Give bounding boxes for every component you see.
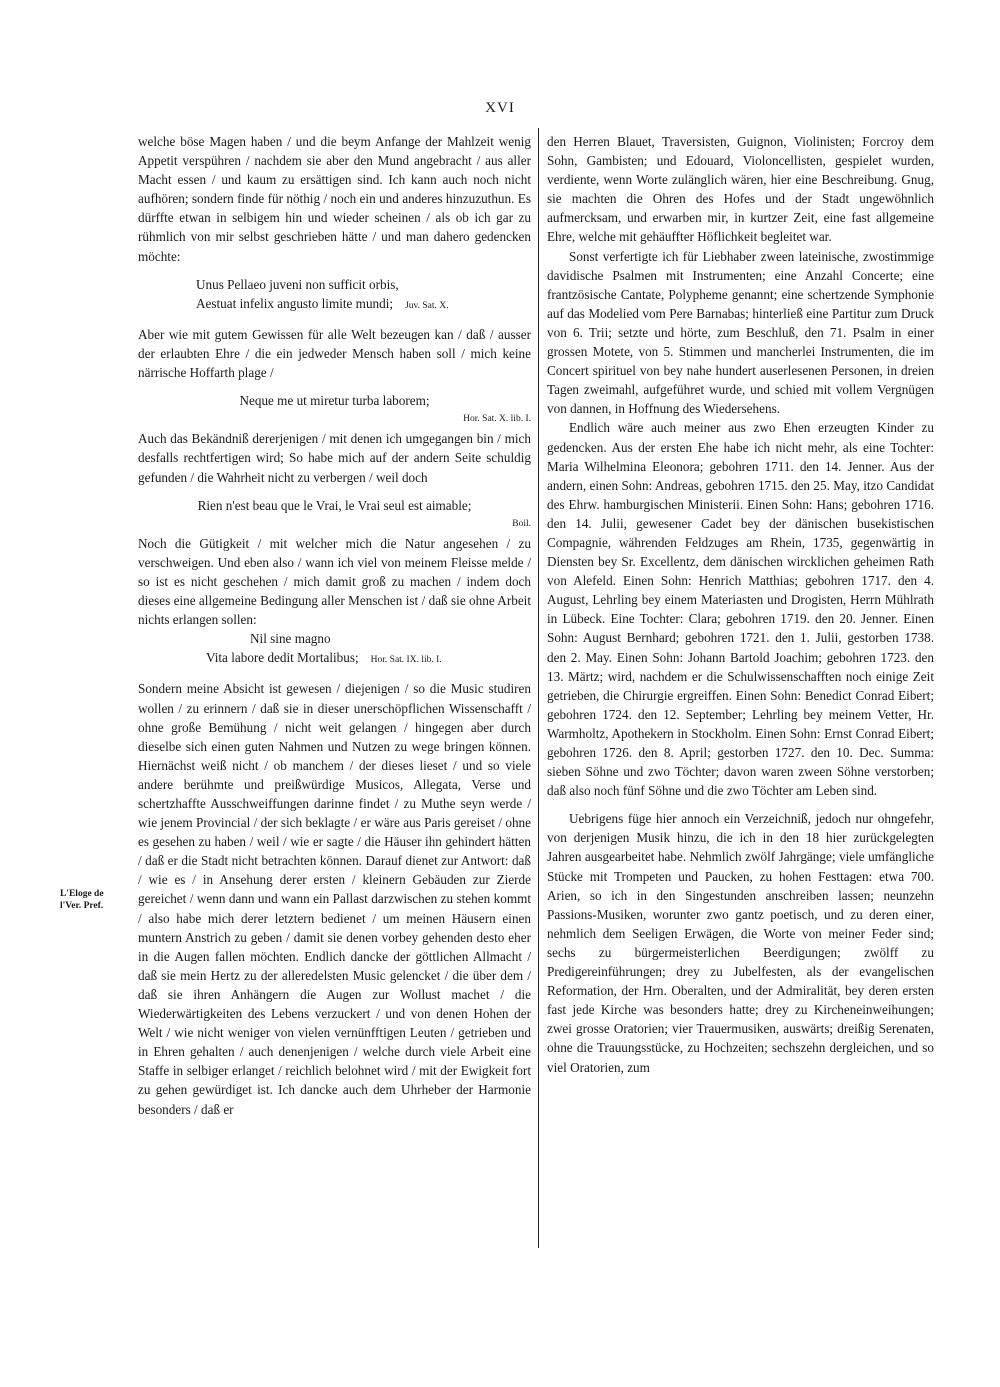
quote-horace-2: [138, 629, 531, 648]
margin-note-line-1: L'Eloge de: [60, 889, 104, 899]
right-paragraph-3: Endlich wäre auch meiner aus zwo Ehen erzeugten Kinder zu gedencken. Aus der ersten Ehe habe ich nicht mehr, als eine Tochter: Maria Wilhelmina Eleonora; gebohren 1711. den 14. Jenner. Aus der andern, einen Sohn: Andreas, gebohren 1715. den 25. May, itzo Candidat des Ehrw. hamburgischen Ministerii. Einen Sohn: Hans; gebohren 1716. den 14. Julii, gewesener Cadet bey der dänischen busekistischen Compagnie, währenden Feldzuges am Rhein, 1735, gegenwärtig in Diensten bey Sr. Excellentz, dem dänischen wircklichen geheimen Rath von Alefeld. Einen Sohn: Henrich Matthias; gebohren 1717. den 4. August, Lehrling bey einem Materiasten und Drogisten, Herrn Mühlrath in Lübeck. Eine Tochter: Clara; gebohren 1719. den 20. Jenner. Einen Sohn: August Bernhard; gebohren 1721. den 1. Julii, gestorben 1738. den 2. May. Einen Sohn: Johann Bartold Joachim; gebohren 1723. den 13. Märtz; wird, nachdem er die Schulwissenschafften noch einige Zeit getrieben, die Chirurgie ergreiffen. Einen Sohn: Benedict Conrad Eibert; gebohren 1724. den 12. September; Lehrling bey meinem Vetter, Hr. Warmholtz, Apothekern in Stockholm. Einen Sohn: Ernst Conrad Eibert; gebohren 1726. den 8. April; gestorben 1727. den 10. Dec. Summa: sieben Söhne und zwo Töchter; davon waren zween Söhne verstorben; daß also noch fünf Söhne und die zwo Töchter am Leben sind.: [547, 420, 934, 799]
right-column: [547, 132, 934, 1077]
left-paragraph-4: Noch die Gütigkeit / mit welcher mich die Natur angesehen / zu verschweigen. Und eben also / wann ich viel von meinem Fleisse melde / so ist es nicht geschehen / mich damit groß zu machen / indem doch dieses eine allgemeine Bedingung aller Menschen ist / daß sie ohne Arbeit nichts erlangen sollen:: [138, 535, 531, 628]
quote-juvenal-line-2: Aestuat infelix angusto limite mundi; Juv. Sat. X.: [196, 295, 449, 311]
left-paragraph-1: welche böse Magen haben / und die beym Anfange der Mahlzeit wenig Appetit verspühren / nachdem sie aber den Mund angebracht / aus aller Macht essen / und kaum zu ersättigen sind. Ich kann auch noch nicht aufhören; sondern finde für nöthig / noch ein und anderes hinzuzuthun. Es dürffte etwan in selbigem hin und wieder scheinen / als ob ich gar zu rühmlich von mir selbst geschrieben hätte / und man dahero gedencken möchte:: [138, 134, 531, 264]
quote-boileau-source: Boil.: [512, 518, 531, 529]
quote-horace-1-source: Hor. Sat. X. lib. I.: [463, 414, 531, 425]
quote-boileau: Rien n'est beau que le Vrai, le Vrai seul est aimable;: [197, 497, 472, 513]
left-paragraph-5: Sondern meine Absicht ist gewesen / diejenigen / so die Music studiren wollen / zu erinnern / daß sie in dieser unerschöpflichen Wissenschafft / ohne große Bemühung / nicht weit gelangen / hingegen aber durch dieselbe sich einen guten Nahmen und Nutzen zu wege bringen können. Hiernächst weiß nicht / ob manchem / der dieses lieset / und so viele andere berühmte und preißwürdige Musicos, Allegata, Verse und schertzhaffte Ausschweiffungen darinne findet / zu Muthe seyn werde / wie jenem Provincial / der sich beklagte / er wäre aus Paris gereiset / ohne es gesehen zu haben / weil / wie er sagte / die Häuser ihn gehindert hätten / daß er die Stadt nicht betrachten können. Darauf dienet zur Antwort: daß / wie es / in Ansehung derer ersten / kleinern Gebäuden zur Zierde gereichet / wenn dann und wann ein Pallast darzwischen zu stehen kommt / also habe mich derer letztern bedienet / um meinen Häusern einen muntern Anstrich zu geben / damit sie denen vorbey gehenden desto eher in die Augen fallen möchten. Endlich dancke der göttlichen Allmacht / daß sie mein Hertz zu der alleredelsten Music gelencket / die über dem / daß sie ihren Anhängern die Augen zur Wollust machet / die Wiederwärtigkeiten des Lebens verzuckert / und von denen Hohen der Welt / wie nicht weniger von vielen vernünfftigen Leuten / getrieben und in Ehren gehalten / auch denenjenigen / welche durch viele Arbeit eine Staffe in selbiger erlanget / reichlich belohnet wird / mit der Ewigkeit fort zu gehen gewürdiget ist. Ich dancke auch dem Uhrheber der Harmonie besonders / daß er: [138, 681, 531, 1117]
quote-horace-2-source: Hor. Sat. IX. lib. I.: [370, 655, 442, 666]
left-paragraph-2: Aber wie mit gutem Gewissen für alle Welt bezeugen kan / daß / ausser der erlaubten Ehre / die ein jedweder Mensch haben soll / mich keine närrische Hoffarth plage /: [138, 326, 531, 381]
margin-note-line-2: l'Ver. Pref.: [60, 901, 104, 911]
quote-horace-2-line-2-wrap: [138, 648, 531, 670]
page-number: XVI: [485, 100, 515, 116]
quote-juvenal-line-1: Unus Pellaeo juveni non sufficit orbis,: [196, 276, 399, 292]
left-column: [138, 132, 531, 1119]
right-paragraph-2: Sonst verfertigte ich für Liebhaber zween lateinische, zwostimmige davidische Psalmen mit Instrumenten; eine Anzahl Concerte; eine frantzösische Cantate, Polypheme genannt; eine schertzende Symphonie auf das Modelied vom Pere Barnabas; hinterließ eine Partitur zum Druck von 6. Trii; setzte und hörte, zum Beschluß, den 71. Psalm in einer grossen Motete, von 5. Stimmen und mancherlei Instrumenten, die im Concert spirituel von bey nahe hundert auserlesenen Personen, in dreien Tagen zweimahl, aufgeführet wurde, und schied mit vollem Vergnügen von dannen, in Hoffnung des Wiedersehens.: [547, 248, 934, 417]
quote-horace-2-line-1: Nil sine magno: [250, 631, 331, 647]
quote-juvenal-source: Juv. Sat. X.: [405, 300, 449, 311]
quote-juvenal: [138, 275, 531, 316]
quote-horace-1: Neque me ut miretur turba laborem;: [239, 393, 430, 409]
column-divider: [538, 128, 539, 1248]
margin-note: [60, 888, 138, 912]
left-paragraph-3: Auch das Bekändniß dererjenigen / mit denen ich umgegangen bin / mich desfalls rechtfertigen wird; So habe mich auf der andern Seite schuldig gefunden / die Wahrheit nicht zu verbergen / weil doch: [138, 431, 531, 485]
quote-horace-2-line-2: Vita labore dedit Mortalibus;: [206, 650, 359, 666]
right-paragraph-1: den Herren Blauet, Traversisten, Guignon, Violinisten; Forcroy dem Sohn, Gambisten; und Edouard, Violoncellisten, gespielet wurden, verdiente, wenn Worte zulänglich wären, hier eine Beschreibung. Gnug, sie machten die Ohren des Hofes und der Stadt ungewöhnlich aufmercksam, und erwarben mir, in kurtzer Zeit, eine fast allgemeine Ehre, welche mit gehäuffter Höflichkeit begleitet war.: [547, 134, 934, 245]
right-paragraph-4: Uebrigens füge hier annoch ein Verzeichniß, jedoch nur ohngefehr, von derjenigen Musik hinzu, die ich in den 18 hier zurückgelegten Jahren ausgearbeitet habe. Nehmlich zwölf Jahrgänge; viele umfängliche Stücke mit Trompeten und Paucken, zu hohen Festtagen: etwa 700. Arien, so ich in den Singestunden anschreiben lassen; neunzehn Passions-Musiken, worunter zwo gantz poetisch, und zu deren einer, nehmlich dem Seeligen Erwägen, die Worte von meiner Feder sind; sechs zu bürgermeisterlichen Beerdigungen; zwölff zu Predigereinführungen; drey zu Jubelfesten, als der evangelischen Reformation, der Hrn. Oberalten, und der Admiralität, bey deren ersten fast jede Kirche was besonders hatte; drey zu Kircheneinweihungen; zwei grosse Oratorien; vier Trauermusiken, auswärts; dreißig Serenaten, ohne die Trauungsstücke, zu Hochzeiten; sechszehn dergleichen, und so viel Oratorien, zum: [547, 811, 934, 1075]
